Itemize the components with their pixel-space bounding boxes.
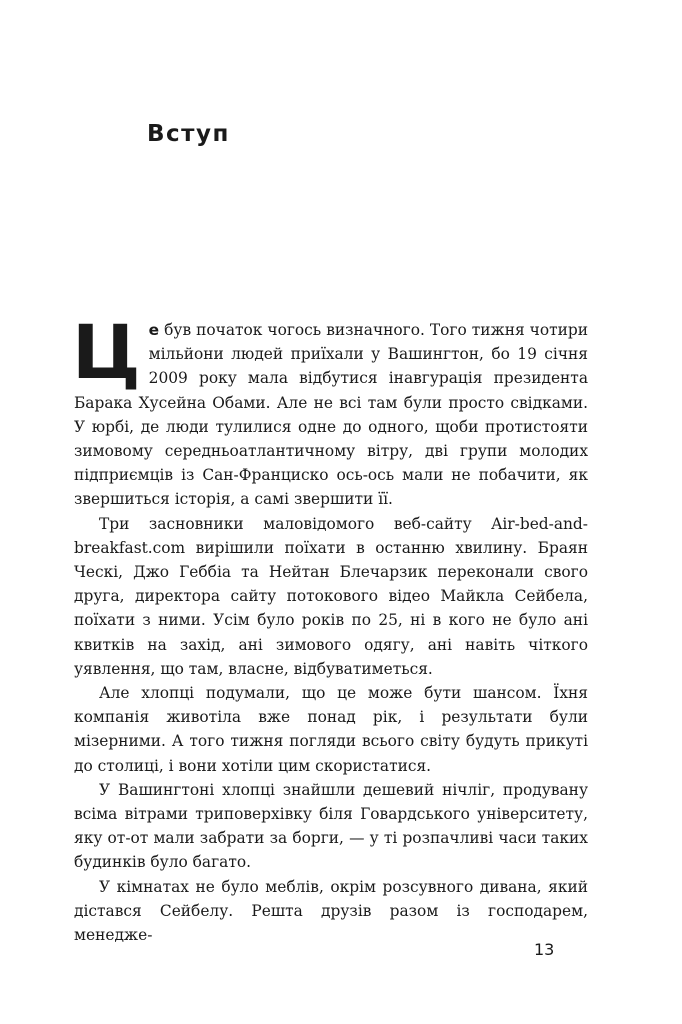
body-text: [72, 310, 588, 947]
chapter-heading: Вступ: [147, 121, 230, 147]
page-number: 13: [534, 940, 555, 959]
paragraph-2: Три засновники маловідомого веб-сайту Air-bed-and-breakfast.com вирішили поїхати в останню хвилину. Браян Ческі, Джо Геббіа та Нейтан Блечарзик переконали свого друга, директора сайту потокового відео Майкла Сейбела, поїхати з ними. Усім було років по 25, ні в кого не було ані квитків на захід, ані зимового одягу, ані навіть чіткого уявлення, що там, власне, відбуватиметься.: [74, 514, 588, 678]
paragraph-5: У кімнатах не було меблів, окрім розсувного дивана, який дістався Сейбелу. Решта друзів разом із господарем, менедже-: [74, 877, 588, 945]
drop-cap: Ц: [72, 310, 141, 396]
paragraph-3: Але хлопці подумали, що це може бути шансом. Їхня компанія животіла вже понад рік, і результати були мізерними. А того тижня погляди всього світу будуть прикуті до столиці, і вони хотіли цим скористатися.: [74, 684, 588, 775]
lead-word: е: [148, 321, 160, 339]
paragraph-4: У Вашингтоні хлопці знайшли дешевий нічліг, продувану всіма вітрами триповерхівку біля Говардського університету, яку от-от мали забрати за борги, — у ті розпачливі часи таких будинків було багато.: [74, 780, 588, 872]
paragraph-1-text: був початок чогось визначного. Того тижня чотири мільйони людей приїхали у Вашингтон, бо 19 січня 2009 року мала відбутися інавгурація президента Барака Хусейна Обами. Але не всі там були просто свідками. У юрбі, де люди тулилися одне до одного, щоби протистояти зимовому середньоатлантичному вітру, дві групи молодих підприємців із Сан-Франциско ось-ось мали не побачити, як звершиться історія, а самі звершити її.: [74, 321, 588, 509]
paragraph-1: [72, 310, 588, 512]
